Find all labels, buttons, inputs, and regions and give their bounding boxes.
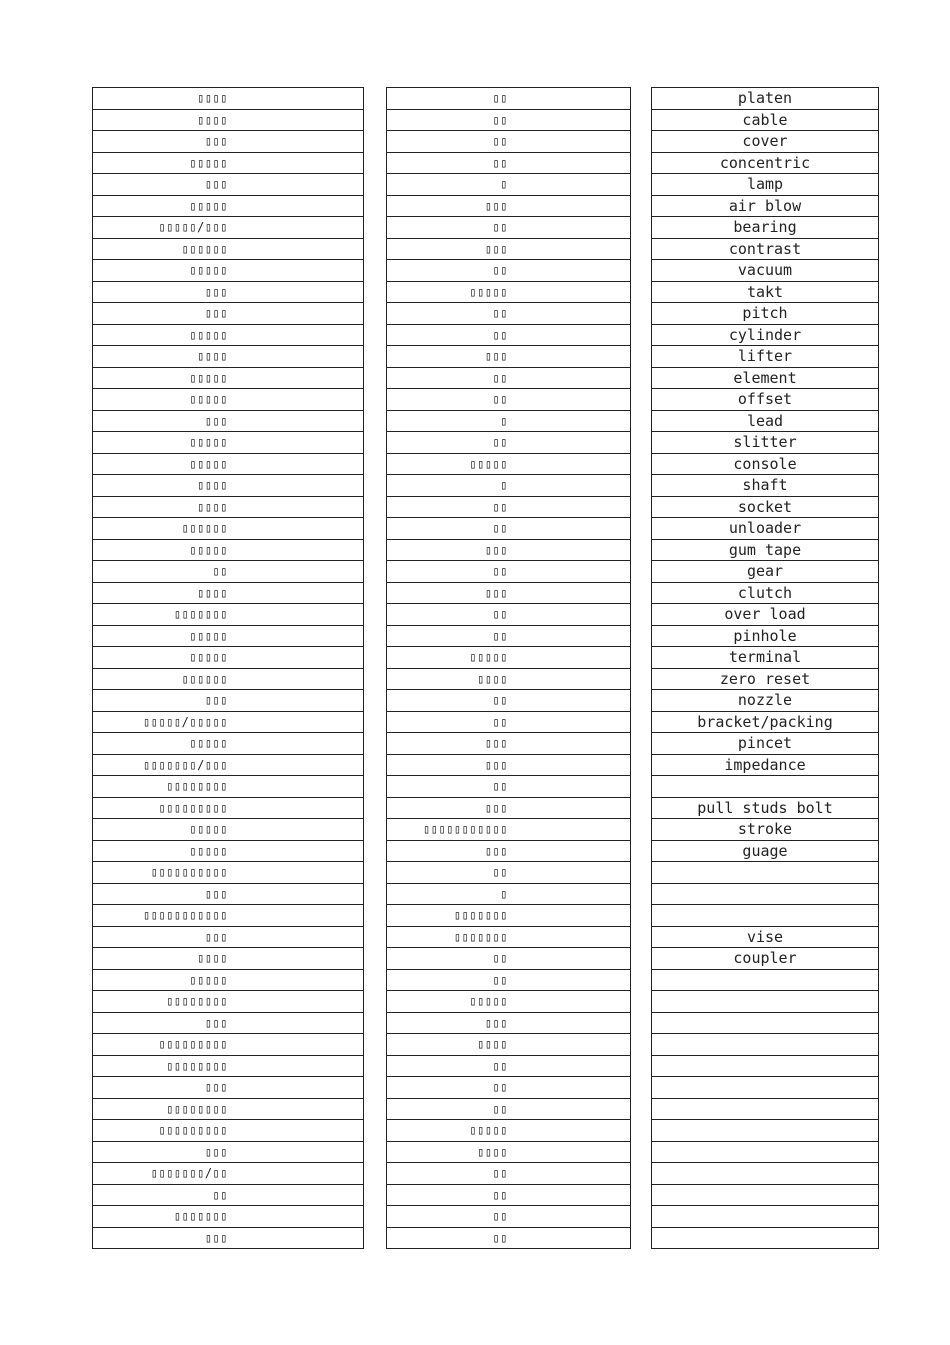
table-cell: ▯▯ [387,948,630,970]
table-cell: ▯▯▯▯▯▯▯ [387,905,630,927]
table-cell: ▯▯▯▯ [93,583,363,605]
table-cell: nozzle [652,690,878,712]
table-cell: ▯▯ [387,1077,630,1099]
table-cell [652,1163,878,1185]
table-cell: ▯▯ [387,1228,630,1250]
table-cell: ▯▯ [93,1185,363,1207]
table-cell: cable [652,110,878,132]
table-cell [652,1142,878,1164]
table-cell: ▯▯▯▯▯▯ [93,669,363,691]
table-cell: ▯▯▯▯▯▯▯▯▯ [93,798,363,820]
table-cell: ▯▯▯▯ [93,948,363,970]
column-english-term [651,87,879,1249]
table-cell: ▯▯▯▯ [93,88,363,110]
column-japanese-term [92,87,364,1249]
table-cell [652,1013,878,1035]
table-cell: ▯▯ [387,712,630,734]
table-cell: ▯▯▯▯▯▯▯▯ [93,991,363,1013]
table-cell: vise [652,927,878,949]
table-cell: ▯▯▯ [387,540,630,562]
table-cell: ▯▯▯▯▯ [93,970,363,992]
table-cell: ▯▯▯▯ [93,346,363,368]
table-cell: bracket/packing [652,712,878,734]
table-cell: ▯▯ [387,626,630,648]
table-cell: ▯▯▯ [93,884,363,906]
table-cell: terminal [652,647,878,669]
table-cell: ▯▯▯ [93,174,363,196]
table-cell: takt [652,282,878,304]
table-cell: ▯▯▯ [387,755,630,777]
table-cell: unloader [652,518,878,540]
table-cell: ▯▯▯▯▯/▯▯▯ [93,217,363,239]
table-cell: ▯▯▯ [93,690,363,712]
table-cell: cylinder [652,325,878,347]
table-cell: ▯▯ [387,776,630,798]
table-cell: ▯▯▯▯ [387,1034,630,1056]
table-cell: ▯▯▯▯▯▯▯▯ [93,1099,363,1121]
table-cell: ▯▯ [387,153,630,175]
table-cell: ▯▯▯▯▯ [93,626,363,648]
table-cell [652,1120,878,1142]
table-cell: pincet [652,733,878,755]
table-cell: ▯▯▯▯▯ [93,432,363,454]
table-cell: ▯▯▯▯ [387,1142,630,1164]
table-cell: ▯▯ [93,561,363,583]
table-cell [652,991,878,1013]
table-cell: ▯▯ [387,260,630,282]
table-cell: ▯▯▯ [93,927,363,949]
table-cell: console [652,454,878,476]
table-cell: ▯▯▯▯▯ [387,647,630,669]
table-cell: ▯▯ [387,389,630,411]
table-cell: ▯▯▯▯▯▯▯/▯▯▯ [93,755,363,777]
table-cell: ▯▯▯▯▯▯▯▯▯▯ [93,862,363,884]
table-cell: concentric [652,153,878,175]
table-cell: ▯ [387,174,630,196]
table-cell: ▯▯ [387,604,630,626]
table-cell: clutch [652,583,878,605]
table-cell: ▯ [387,411,630,433]
table-cell: platen [652,88,878,110]
table-cell: ▯▯▯▯▯▯▯▯ [93,1056,363,1078]
table-cell: ▯▯ [387,1163,630,1185]
table-cell: ▯▯▯▯▯▯▯ [93,1206,363,1228]
table-cell: ▯▯▯▯▯▯▯/▯▯ [93,1163,363,1185]
table-cell: ▯▯▯▯▯▯ [93,518,363,540]
table-cell: ▯▯▯▯▯▯▯ [387,927,630,949]
table-cell: ▯▯ [387,1206,630,1228]
table-cell [652,905,878,927]
table-cell: pitch [652,303,878,325]
table-cell: ▯▯▯▯▯ [387,1120,630,1142]
table-cell: ▯▯ [387,497,630,519]
table-cell: ▯▯▯▯▯ [93,153,363,175]
table-cell: shaft [652,475,878,497]
table-cell: ▯▯▯ [387,346,630,368]
table-cell: ▯▯▯▯▯▯ [93,239,363,261]
table-cell: contrast [652,239,878,261]
table-cell [652,1228,878,1250]
table-cell: ▯▯▯▯▯ [93,196,363,218]
table-cell: ▯▯▯▯ [387,669,630,691]
table-cell: ▯▯▯▯▯▯▯▯▯▯▯ [387,819,630,841]
table-cell: ▯▯▯▯▯ [93,454,363,476]
table-cell: ▯▯▯ [387,841,630,863]
table-cell: offset [652,389,878,411]
table-cell: ▯▯ [387,1099,630,1121]
table-cell: ▯▯▯▯▯▯▯▯ [93,776,363,798]
table-cell: ▯▯ [387,217,630,239]
table-cell: ▯▯▯ [93,1077,363,1099]
table-cell: pull studs bolt [652,798,878,820]
table-cell: ▯ [387,475,630,497]
table-cell: ▯▯▯▯▯ [93,325,363,347]
table-cell: ▯▯▯ [387,239,630,261]
table-cell [652,1206,878,1228]
table-cell: ▯▯▯▯▯▯▯ [93,604,363,626]
table-cell: impedance [652,755,878,777]
table-cell: ▯▯▯▯▯ [93,540,363,562]
table-cell [652,1077,878,1099]
table-cell: socket [652,497,878,519]
table-cell: air blow [652,196,878,218]
table-cell: ▯▯▯▯▯▯▯▯▯ [93,1034,363,1056]
table-cell: ▯▯▯▯▯ [93,819,363,841]
table-cell: ▯▯▯ [93,1013,363,1035]
table-cell [652,1056,878,1078]
table-cell: ▯▯▯ [93,1142,363,1164]
table-cell: ▯▯ [387,432,630,454]
table-cell: vacuum [652,260,878,282]
table-cell: ▯▯ [387,325,630,347]
table-cell: element [652,368,878,390]
table-cell [652,1185,878,1207]
table-cell: guage [652,841,878,863]
table-cell: ▯▯▯▯▯▯▯▯▯ [93,1120,363,1142]
table-cell [652,884,878,906]
table-cell: lifter [652,346,878,368]
table-cell: pinhole [652,626,878,648]
table-cell: ▯▯▯▯ [93,497,363,519]
table-cell: ▯▯▯▯▯ [387,454,630,476]
table-cell: ▯▯ [387,110,630,132]
table-cell: slitter [652,432,878,454]
table-cell: lamp [652,174,878,196]
table-cell: stroke [652,819,878,841]
table-cell: ▯▯▯▯▯ [387,991,630,1013]
table-cell: ▯▯▯ [93,131,363,153]
table-cell: over load [652,604,878,626]
table-cell: coupler [652,948,878,970]
table-cell [652,1034,878,1056]
table-cell: ▯▯▯▯▯▯▯▯▯▯▯ [93,905,363,927]
table-cell [652,862,878,884]
column-chinese-term [386,87,631,1249]
table-cell: ▯▯▯▯▯ [387,282,630,304]
table-cell [652,970,878,992]
table-cell: ▯▯ [387,518,630,540]
table-cell: ▯▯▯ [387,733,630,755]
table-cell: ▯▯ [387,690,630,712]
table-cell: ▯▯▯▯▯ [93,647,363,669]
table-cell: ▯▯▯▯▯ [93,733,363,755]
table-cell: ▯▯▯ [387,196,630,218]
table-cell: lead [652,411,878,433]
table-cell: ▯▯ [387,1056,630,1078]
table-cell: gum tape [652,540,878,562]
table-cell: ▯▯▯▯▯ [93,260,363,282]
table-cell: ▯▯▯ [387,583,630,605]
table-cell: bearing [652,217,878,239]
table-cell: ▯▯ [387,862,630,884]
table-cell: ▯▯▯▯▯ [93,389,363,411]
table-cell: ▯▯ [387,368,630,390]
table-cell: ▯▯ [387,131,630,153]
table-cell: ▯▯▯ [93,303,363,325]
table-cell: ▯▯▯▯▯ [93,841,363,863]
table-cell: ▯▯▯ [93,1228,363,1250]
table-cell: ▯▯▯▯ [93,475,363,497]
table-cell: ▯▯ [387,970,630,992]
table-cell: ▯▯▯▯▯/▯▯▯▯▯ [93,712,363,734]
table-cell: ▯ [387,884,630,906]
table-cell: gear [652,561,878,583]
table-cell [652,776,878,798]
table-cell: ▯▯▯ [387,798,630,820]
table-cell [652,1099,878,1121]
table-cell: ▯▯▯ [93,282,363,304]
table-cell: cover [652,131,878,153]
table-cell: ▯▯ [387,88,630,110]
table-cell: ▯▯▯▯▯ [93,368,363,390]
table-cell: ▯▯▯ [93,411,363,433]
table-cell: ▯▯▯ [387,1013,630,1035]
table-cell: ▯▯▯▯ [93,110,363,132]
table-cell: ▯▯ [387,561,630,583]
table-cell: ▯▯ [387,303,630,325]
table-cell: zero reset [652,669,878,691]
table-cell: ▯▯ [387,1185,630,1207]
